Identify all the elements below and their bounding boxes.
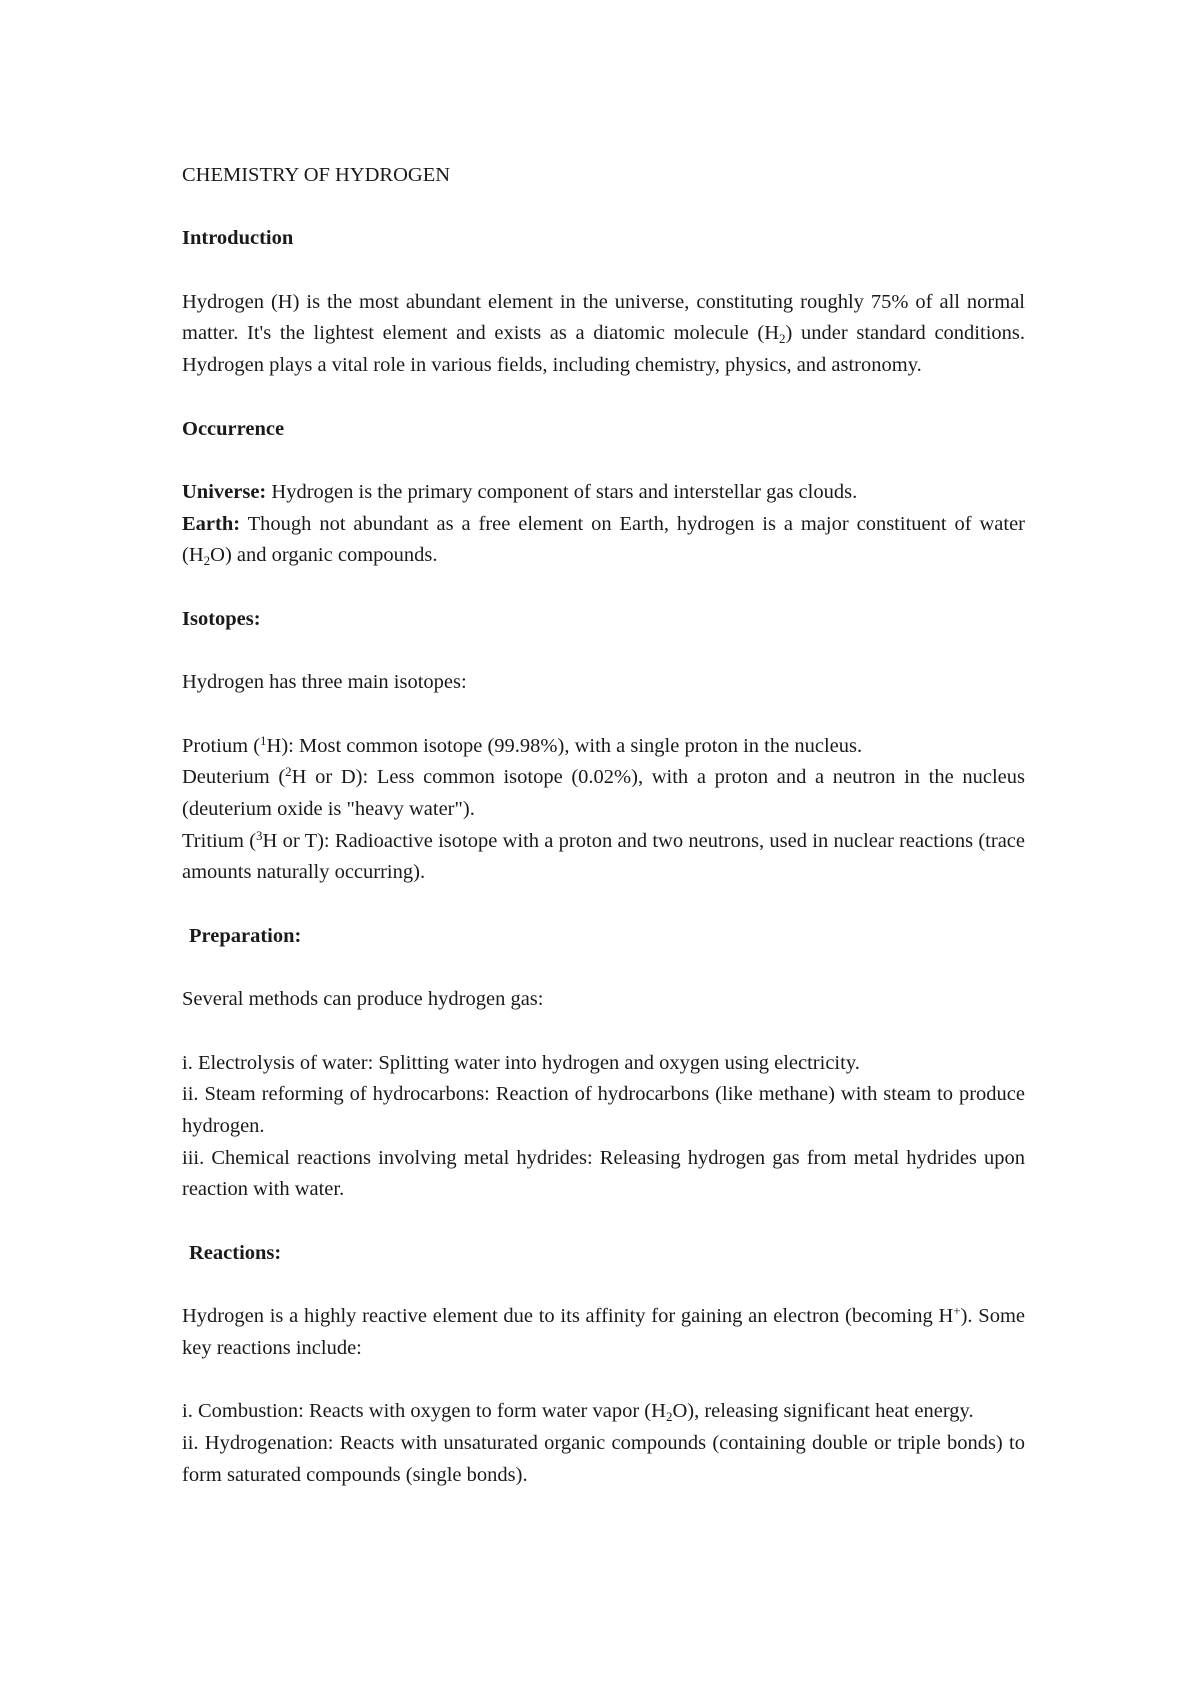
spacer <box>182 889 1025 921</box>
earth-text-a: Though not abundant as a free element on Earth, hydrogen is a major constituent of water (H <box>182 512 1025 567</box>
earth-text-b: O) and organic compounds. <box>210 544 438 567</box>
isotope-protium <box>182 731 1025 763</box>
spacer <box>182 699 1025 731</box>
preparation-item-1: i. Electrolysis of water: Splitting water into hydrogen and oxygen using electricity. <box>182 1051 860 1074</box>
reactions-item-1-a: i. Combustion: Reacts with oxygen to form water vapor (H <box>182 1400 666 1423</box>
reactions-intro-a: Hydrogen is a highly reactive element due to its affinity for gaining an electron (becoming H <box>182 1305 954 1328</box>
superscript: + <box>953 1303 961 1319</box>
reactions-intro <box>182 1301 1025 1364</box>
document-title: CHEMISTRY OF HYDROGEN <box>182 164 451 186</box>
isotopes-heading: Isotopes: <box>182 607 261 630</box>
introduction-paragraph <box>182 287 1025 382</box>
introduction-heading: Introduction <box>182 227 294 250</box>
spacer <box>182 1365 1025 1397</box>
deuterium-text-a: Deuterium ( <box>182 766 286 789</box>
earth-label: Earth: <box>182 512 241 535</box>
spacer <box>182 445 1025 477</box>
spacer <box>182 255 1025 287</box>
isotope-deuterium <box>182 762 1025 825</box>
isotope-tritium <box>182 826 1025 889</box>
superscript: 1 <box>260 732 267 748</box>
subscript: 2 <box>779 331 786 347</box>
subscript: 2 <box>203 553 211 569</box>
reactions-intro-b: ). Some key reactions include: <box>182 1305 1025 1359</box>
preparation-intro: Several methods can produce hydrogen gas: <box>182 988 544 1011</box>
deuterium-text-b: H or D): Less common isotope (0.02%), with a proton and a neutron in the nucleus (deuterium oxide is "heavy water"). <box>182 766 1025 820</box>
universe-label: Universe: <box>182 480 267 503</box>
spacer <box>182 382 1025 414</box>
introduction-text-a: Hydrogen (H) is the most abundant element in the universe, constituting roughly 75% of all normal matter. It's the lightest element and exists as a diatomic molecule (H <box>182 290 1025 345</box>
spacer <box>182 1269 1025 1301</box>
isotopes-intro: Hydrogen has three main isotopes: <box>182 671 467 694</box>
subscript: 2 <box>665 1409 673 1425</box>
spacer <box>182 1206 1025 1238</box>
spacer <box>182 572 1025 604</box>
spacer <box>182 952 1025 984</box>
occurrence-earth <box>182 509 1025 572</box>
superscript: 3 <box>256 827 263 843</box>
preparation-heading: Preparation: <box>189 924 302 947</box>
tritium-text-b: H or T): Radioactive isotope with a proton and two neutrons, used in nuclear reactions (trace amounts naturally occurring). <box>182 829 1025 884</box>
preparation-item-3: iii. Chemical reactions involving metal hydrides: Releasing hydrogen gas from metal hydrides upon reaction with water. <box>182 1146 1025 1201</box>
protium-text-b: H): Most common isotope (99.98%), with a single proton in the nucleus. <box>266 734 863 757</box>
document-page <box>182 160 1025 1491</box>
occurrence-universe <box>182 477 1025 509</box>
spacer <box>182 192 1025 224</box>
tritium-text-a: Tritium ( <box>182 829 257 852</box>
preparation-item-2: ii. Steam reforming of hydrocarbons: Reaction of hydrocarbons (like methane) with steam to produce hydrogen. <box>182 1083 1025 1137</box>
protium-text-a: Protium ( <box>182 734 261 757</box>
reactions-item-1 <box>182 1396 1025 1428</box>
spacer <box>182 1016 1025 1048</box>
superscript: 2 <box>285 764 292 780</box>
introduction-text-b: ) under standard conditions. Hydrogen plays a vital role in various fields, including chemistry, physics, and astronomy. <box>182 322 1025 377</box>
universe-text: Hydrogen is the primary component of stars and interstellar gas clouds. <box>266 480 858 503</box>
reactions-heading: Reactions: <box>189 1241 282 1264</box>
spacer <box>182 635 1025 667</box>
reactions-item-1-b: O), releasing significant heat energy. <box>672 1400 974 1423</box>
occurrence-heading: Occurrence <box>182 417 285 440</box>
reactions-item-2: ii. Hydrogenation: Reacts with unsaturated organic compounds (containing double or triple bonds) to form saturated compounds (single bonds). <box>182 1431 1025 1486</box>
